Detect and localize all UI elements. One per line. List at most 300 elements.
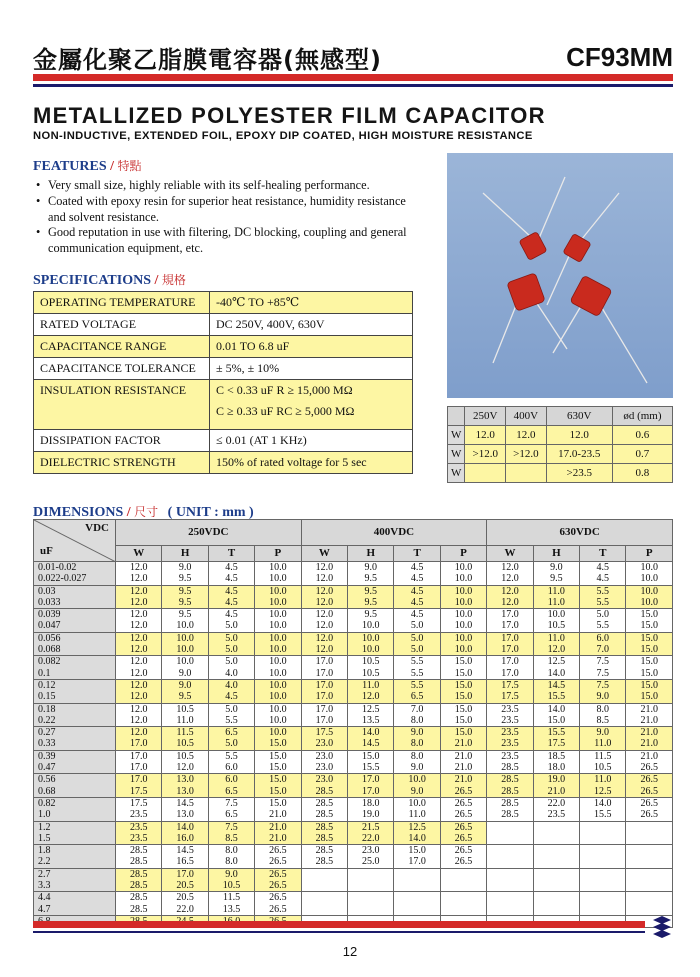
spec-row	[34, 430, 413, 452]
spec-row	[34, 452, 413, 474]
dimension-cell: 14.0	[533, 703, 579, 715]
dimension-cell: 9.5	[162, 573, 208, 585]
dimension-cell: 28.5	[487, 797, 533, 809]
specifications-heading: SPECIFICATIONS / 規格	[33, 273, 186, 288]
dimension-cell: 17.0	[301, 679, 347, 691]
dimension-cell: 11.5	[208, 892, 254, 904]
capacitance-cell: 4.4	[34, 892, 116, 904]
dimension-cell: 21.0	[533, 786, 579, 798]
dimension-cell: 10.0	[440, 573, 486, 585]
dimension-cell: 23.5	[487, 750, 533, 762]
dimension-cell: 9.0	[394, 727, 440, 739]
dimension-cell: 12.0	[301, 620, 347, 632]
dimensions-heading-cn: 尺寸	[134, 505, 159, 519]
spec-value-line: ≤ 0.01 (AT 1 KHz)	[216, 433, 307, 447]
spec-value	[210, 292, 413, 314]
dimension-column-header: W	[487, 546, 533, 562]
dimension-cell: 17.0	[487, 656, 533, 668]
dimension-cell: 15.0	[626, 632, 673, 644]
dimension-cell: 28.5	[116, 868, 162, 880]
dimension-cell: 10.0	[440, 609, 486, 621]
dimension-cell	[487, 833, 533, 845]
dimension-cell: 10.0	[162, 632, 208, 644]
dimension-column-header: H	[348, 546, 394, 562]
dimension-cell	[626, 892, 673, 904]
dimension-cell: 5.5	[580, 597, 626, 609]
dimension-cell: 10.5	[208, 880, 254, 892]
table-row	[34, 750, 673, 762]
dimension-cell: 9.5	[162, 609, 208, 621]
dimension-cell: 11.0	[162, 715, 208, 727]
dimension-cell: 10.0	[440, 644, 486, 656]
dimension-cell: 10.0	[162, 644, 208, 656]
dimension-cell: 12.0	[487, 562, 533, 574]
dimension-cell: 7.5	[208, 797, 254, 809]
dimension-cell: 20.5	[162, 892, 208, 904]
dimension-cell: 15.0	[440, 715, 486, 727]
spec-value-line: -40℃ TO +85℃	[216, 295, 300, 309]
dimension-cell: 12.0	[301, 632, 347, 644]
dimension-cell: 28.5	[116, 845, 162, 857]
dimension-cell: 17.5	[116, 786, 162, 798]
dimension-cell: 11.0	[394, 809, 440, 821]
lead-cell: >12.0	[506, 445, 547, 464]
dimension-cell: 26.5	[440, 809, 486, 821]
dimension-cell: 10.0	[255, 597, 301, 609]
dimension-cell: 8.0	[394, 738, 440, 750]
dimension-cell: 12.0	[487, 585, 533, 597]
dimension-cell: 12.0	[301, 562, 347, 574]
dimension-cell: 10.5	[348, 668, 394, 680]
table-row	[34, 644, 673, 656]
table-row	[34, 632, 673, 644]
dimension-cell: 10.0	[626, 562, 673, 574]
dimension-cell: 28.5	[301, 821, 347, 833]
dimension-cell: 15.0	[255, 762, 301, 774]
lead-row	[448, 445, 673, 464]
dimensions-heading-en: DIMENSIONS	[33, 505, 124, 520]
dimension-cell: 10.0	[255, 691, 301, 703]
capacitance-cell: 0.27	[34, 727, 116, 739]
dimension-cell: 10.0	[255, 573, 301, 585]
lead-cell	[506, 464, 547, 483]
capacitance-cell: 1.8	[34, 845, 116, 857]
dimension-cell: 28.5	[116, 904, 162, 916]
spec-value	[210, 380, 413, 430]
dimension-cell: 10.5	[162, 703, 208, 715]
dimension-cell: 5.0	[394, 620, 440, 632]
dimension-cell: 26.5	[255, 892, 301, 904]
spec-row	[34, 292, 413, 314]
dimension-cell	[348, 892, 394, 904]
dimension-column-header: T	[208, 546, 254, 562]
table-row	[34, 856, 673, 868]
dimension-cell: 10.0	[255, 632, 301, 644]
dimension-cell: 8.0	[208, 856, 254, 868]
capacitance-cell: 2.2	[34, 856, 116, 868]
dimension-cell: 9.0	[162, 679, 208, 691]
dimension-cell: 6.0	[580, 632, 626, 644]
capacitance-cell: 1.0	[34, 809, 116, 821]
dimension-cell	[348, 880, 394, 892]
capacitance-cell: 0.01-0.02	[34, 562, 116, 574]
dimension-cell: 7.5	[580, 668, 626, 680]
capacitor-illustration	[447, 153, 673, 398]
capacitance-cell: 0.03	[34, 585, 116, 597]
lead-cell: >23.5	[546, 464, 612, 483]
dimension-cell: 8.0	[208, 845, 254, 857]
dimension-cell: 17.5	[533, 738, 579, 750]
dimension-cell: 25.0	[348, 856, 394, 868]
dimension-cell: 11.0	[348, 679, 394, 691]
dimension-cell: 17.0	[394, 856, 440, 868]
dimension-cell: 9.5	[348, 597, 394, 609]
dimension-cell: 12.0	[116, 668, 162, 680]
capacitance-cell: 0.033	[34, 597, 116, 609]
dimension-cell: 10.0	[255, 620, 301, 632]
table-row	[34, 679, 673, 691]
dimension-cell: 26.5	[626, 774, 673, 786]
dimension-cell: 15.0	[348, 750, 394, 762]
dimension-cell	[348, 868, 394, 880]
lead-row	[448, 464, 673, 483]
footer-red-bar	[33, 921, 645, 928]
dimension-cell: 28.5	[116, 880, 162, 892]
dimension-cell: 21.0	[255, 833, 301, 845]
table-row	[34, 833, 673, 845]
dimension-cell: 12.0	[116, 597, 162, 609]
dimension-cell: 18.0	[533, 762, 579, 774]
dimension-cell: 17.0	[487, 609, 533, 621]
dimension-cell: 17.0	[301, 691, 347, 703]
dimension-cell	[580, 880, 626, 892]
dimension-cell: 4.0	[208, 668, 254, 680]
dimension-cell	[487, 892, 533, 904]
spec-row	[34, 336, 413, 358]
dimension-cell: 28.5	[301, 833, 347, 845]
dimension-cell: 18.5	[533, 750, 579, 762]
dimension-cell: 12.5	[533, 656, 579, 668]
dimension-cell: 15.0	[626, 609, 673, 621]
dimension-cell: 17.0	[116, 738, 162, 750]
capacitance-cell: 0.082	[34, 656, 116, 668]
dimension-cell: 10.0	[348, 644, 394, 656]
dimension-cell: 26.5	[626, 786, 673, 798]
page-number: 12	[342, 944, 358, 959]
capacitance-cell: 0.15	[34, 691, 116, 703]
dimension-cell: 6.0	[208, 774, 254, 786]
dimension-column-header: H	[162, 546, 208, 562]
dimension-cell: 12.0	[487, 597, 533, 609]
dimension-cell: 15.5	[580, 809, 626, 821]
dimension-cell: 9.0	[580, 727, 626, 739]
dimension-cell: 21.5	[348, 821, 394, 833]
dimension-cell: 28.5	[301, 797, 347, 809]
lead-cell: 0.7	[612, 445, 672, 464]
lead-cell: W	[448, 445, 465, 464]
table-row	[34, 573, 673, 585]
dimension-cell	[440, 892, 486, 904]
dimension-cell: 14.0	[533, 668, 579, 680]
dimensions-heading: DIMENSIONS / 尺寸 ( UNIT : mm )	[33, 505, 254, 520]
spec-value	[210, 336, 413, 358]
dimension-cell: 9.0	[394, 762, 440, 774]
dimension-cell: 9.0	[162, 668, 208, 680]
spec-value-line: 150% of rated voltage for 5 sec	[216, 455, 367, 469]
dimension-cell: 23.0	[301, 750, 347, 762]
dimension-cell	[626, 821, 673, 833]
spec-value-line: DC 250V, 400V, 630V	[216, 317, 325, 331]
dimension-cell: 8.0	[394, 750, 440, 762]
dimension-cell	[301, 904, 347, 916]
dimension-cell: 13.5	[348, 715, 394, 727]
dimension-cell	[301, 892, 347, 904]
dimension-cell: 5.5	[394, 656, 440, 668]
dimension-cell: 12.0	[348, 691, 394, 703]
dimension-cell: 12.0	[301, 585, 347, 597]
dimension-cell: 11.5	[162, 727, 208, 739]
dimension-cell: 16.0	[162, 833, 208, 845]
dimension-cell: 23.5	[487, 703, 533, 715]
features-list	[36, 178, 426, 257]
dimension-cell: 12.0	[116, 609, 162, 621]
spec-row	[34, 358, 413, 380]
dimension-cell: 21.0	[440, 774, 486, 786]
dimension-cell	[533, 833, 579, 845]
dimension-cell: 20.5	[162, 880, 208, 892]
dimension-cell: 15.0	[255, 774, 301, 786]
dimension-cell: 5.5	[208, 750, 254, 762]
lead-cell: 0.6	[612, 426, 672, 445]
dimension-cell	[533, 821, 579, 833]
dimension-cell: 21.0	[440, 750, 486, 762]
dimension-cell: 23.5	[116, 821, 162, 833]
dimension-cell: 10.0	[255, 679, 301, 691]
dimension-cell: 15.0	[626, 679, 673, 691]
dimension-cell: 6.5	[394, 691, 440, 703]
spec-key: OPERATING TEMPERATURE	[34, 292, 210, 314]
dimension-column-header: P	[255, 546, 301, 562]
dimension-cell: 26.5	[440, 845, 486, 857]
spec-value	[210, 314, 413, 336]
dimension-cell: 5.5	[208, 715, 254, 727]
capacitance-cell: 0.82	[34, 797, 116, 809]
dimension-cell: 26.5	[255, 904, 301, 916]
dimension-cell: 15.5	[533, 691, 579, 703]
lead-cell: 17.0-23.5	[546, 445, 612, 464]
table-row	[34, 904, 673, 916]
dimension-cell	[626, 845, 673, 857]
specifications-heading-en: SPECIFICATIONS	[33, 273, 151, 288]
spec-value-line: C < 0.33 uF R ≥ 15,000 MΩ	[216, 383, 353, 397]
table-row	[34, 892, 673, 904]
dimension-cell: 10.0	[255, 656, 301, 668]
dimension-cell: 9.5	[348, 573, 394, 585]
dimension-cell	[580, 904, 626, 916]
dimension-cell: 6.5	[208, 809, 254, 821]
dimension-cell: 12.0	[116, 644, 162, 656]
dimension-cell: 4.5	[208, 597, 254, 609]
dimension-cell: 17.0	[116, 762, 162, 774]
dimension-cell: 12.0	[116, 562, 162, 574]
dimension-cell: 12.0	[162, 762, 208, 774]
spec-key: CAPACITANCE RANGE	[34, 336, 210, 358]
voltage-group-header: 250VDC	[116, 520, 302, 546]
dimension-cell: 14.0	[348, 727, 394, 739]
dimension-cell: 4.5	[208, 691, 254, 703]
dimension-cell: 11.5	[580, 750, 626, 762]
dimension-cell: 8.0	[580, 703, 626, 715]
dimension-cell: 17.5	[487, 679, 533, 691]
dimension-cell: 14.5	[162, 797, 208, 809]
lead-cell: 12.0	[506, 426, 547, 445]
dimension-cell: 15.0	[394, 845, 440, 857]
dimension-cell: 12.0	[301, 597, 347, 609]
dimension-cell: 4.0	[208, 679, 254, 691]
dimension-cell: 28.5	[116, 856, 162, 868]
capacitance-cell: 0.1	[34, 668, 116, 680]
table-row	[34, 727, 673, 739]
spec-key: DIELECTRIC STRENGTH	[34, 452, 210, 474]
dimension-cell	[580, 868, 626, 880]
dimension-cell	[394, 892, 440, 904]
dimension-cell: 4.5	[394, 609, 440, 621]
spec-key: RATED VOLTAGE	[34, 314, 210, 336]
dimension-cell: 12.0	[116, 573, 162, 585]
dimension-cell: 17.0	[116, 774, 162, 786]
dimension-column-header: T	[580, 546, 626, 562]
dimensions-table	[33, 519, 673, 928]
dimension-cell: 10.5	[162, 750, 208, 762]
dimension-cell	[533, 868, 579, 880]
spec-key: INSULATION RESISTANCE	[34, 380, 210, 430]
dimension-cell	[394, 904, 440, 916]
dimension-cell: 9.0	[580, 691, 626, 703]
dimension-cell: 17.0	[487, 644, 533, 656]
dimension-cell: 10.0	[348, 632, 394, 644]
dimension-cell: 15.0	[626, 644, 673, 656]
dimension-cell: 11.0	[580, 774, 626, 786]
dimension-cell: 17.5	[487, 691, 533, 703]
capacitance-cell: 1.5	[34, 833, 116, 845]
capacitance-cell: 0.12	[34, 679, 116, 691]
dimension-cell: 9.5	[162, 691, 208, 703]
dimension-cell: 12.5	[348, 703, 394, 715]
dimension-cell: 28.5	[301, 845, 347, 857]
dimension-cell: 13.0	[162, 809, 208, 821]
dimension-cell: 26.5	[440, 821, 486, 833]
dimension-cell: 9.5	[162, 597, 208, 609]
dimension-cell: 26.5	[255, 868, 301, 880]
header-red-bar	[33, 74, 673, 81]
dimension-cell	[626, 833, 673, 845]
capacitance-cell: 4.7	[34, 904, 116, 916]
lead-cell: 12.0	[465, 426, 506, 445]
dimension-cell	[580, 892, 626, 904]
dimension-cell: 5.0	[580, 609, 626, 621]
dimension-cell: 7.0	[394, 703, 440, 715]
dimension-cell: 12.0	[116, 620, 162, 632]
dimension-cell: 12.0	[533, 644, 579, 656]
dimension-cell: 10.5	[162, 738, 208, 750]
dimension-cell: 7.0	[580, 644, 626, 656]
dimension-cell: 17.5	[116, 797, 162, 809]
dimension-column-header: H	[533, 546, 579, 562]
dimension-cell: 22.0	[348, 833, 394, 845]
dimension-cell: 15.0	[440, 727, 486, 739]
dimension-cell: 14.0	[394, 833, 440, 845]
dimension-cell: 9.0	[533, 562, 579, 574]
chinese-title: 金屬化聚乙脂膜電容器(無感型)	[33, 46, 382, 74]
dimension-cell: 10.5	[580, 762, 626, 774]
dimension-cell: 5.0	[208, 738, 254, 750]
dimension-cell: 15.0	[255, 750, 301, 762]
feature-item: • Coated with epoxy resin for superior heat resistance, humidity resistance and solvent resistance.	[36, 194, 426, 226]
dimension-cell: 12.0	[116, 691, 162, 703]
table-row	[34, 668, 673, 680]
dimension-cell: 26.5	[626, 797, 673, 809]
dimension-cell: 11.0	[533, 632, 579, 644]
dimension-cell: 4.5	[580, 562, 626, 574]
dimension-cell: 23.0	[301, 738, 347, 750]
lead-cell: 12.0	[546, 426, 612, 445]
lead-cell: 0.8	[612, 464, 672, 483]
corner-uf: uF	[40, 544, 53, 557]
capacitance-cell: 0.18	[34, 703, 116, 715]
spec-value-line: C ≥ 0.33 uF RC ≥ 5,000 MΩ	[216, 404, 355, 418]
dimension-cell	[301, 868, 347, 880]
specifications-table	[33, 291, 413, 474]
spec-value-line: ± 5%, ± 10%	[216, 361, 280, 375]
dimension-cell	[487, 856, 533, 868]
dimension-cell: 17.0	[301, 715, 347, 727]
dimension-cell: 4.5	[394, 597, 440, 609]
dimension-cell: 12.0	[116, 679, 162, 691]
dimension-cell: 21.0	[440, 762, 486, 774]
dimension-cell: 26.5	[255, 880, 301, 892]
dimension-cell: 28.5	[487, 786, 533, 798]
dimension-cell	[487, 845, 533, 857]
table-row	[34, 703, 673, 715]
dimension-cell: 12.0	[116, 632, 162, 644]
dimension-cell: 13.0	[162, 774, 208, 786]
dimension-cell: 11.0	[533, 597, 579, 609]
dimension-cell: 26.5	[255, 856, 301, 868]
dimension-cell: 22.0	[162, 904, 208, 916]
capacitance-cell: 3.3	[34, 880, 116, 892]
dimension-cell: 10.0	[348, 620, 394, 632]
table-row	[34, 797, 673, 809]
table-row	[34, 620, 673, 632]
dimension-cell	[487, 868, 533, 880]
dimension-cell: 7.5	[208, 821, 254, 833]
table-row	[34, 774, 673, 786]
dimension-cell: 15.0	[440, 703, 486, 715]
dimension-cell: 12.0	[116, 585, 162, 597]
dimension-cell: 23.5	[487, 738, 533, 750]
dimension-cell: 10.0	[255, 609, 301, 621]
dimension-cell	[394, 880, 440, 892]
dimension-cell: 13.0	[162, 786, 208, 798]
dimension-cell: 9.5	[533, 573, 579, 585]
dimension-cell	[626, 868, 673, 880]
dimension-cell: 15.0	[255, 738, 301, 750]
table-row	[34, 821, 673, 833]
dimension-cell: 12.5	[580, 786, 626, 798]
spec-value	[210, 430, 413, 452]
dimension-cell: 5.0	[208, 703, 254, 715]
capacitance-cell: 0.22	[34, 715, 116, 727]
